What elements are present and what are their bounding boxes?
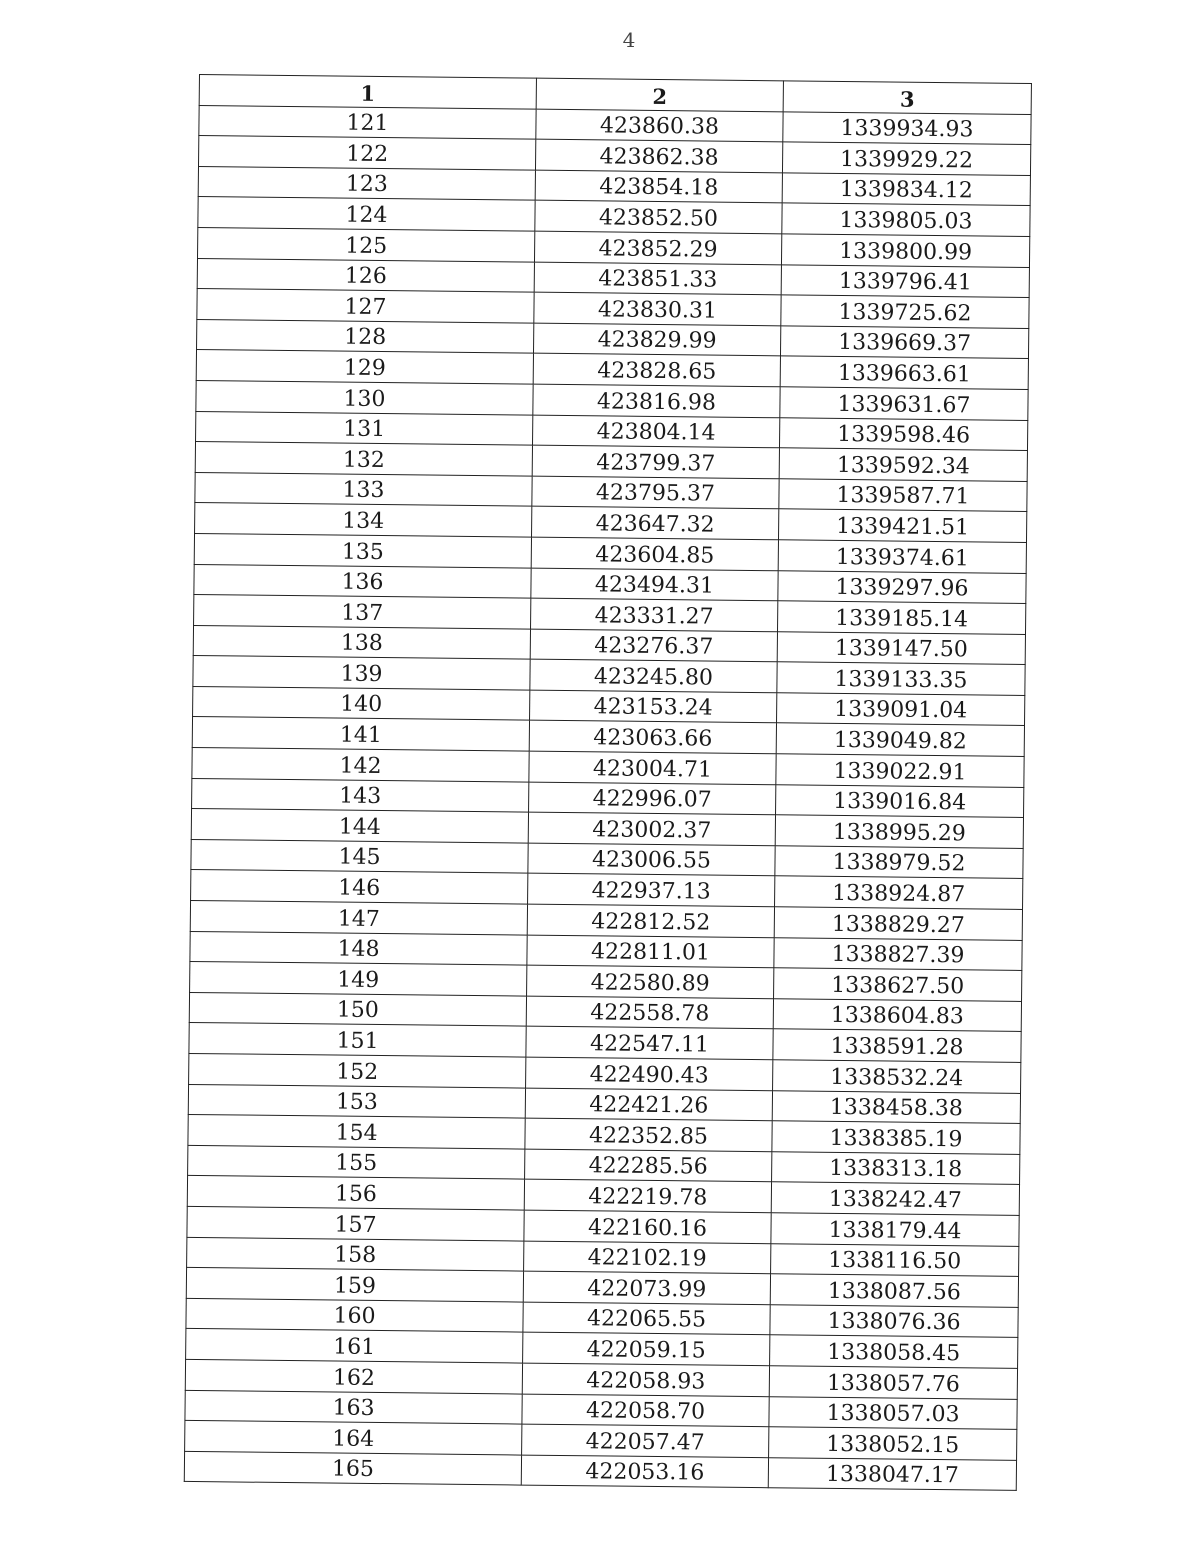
point-number-cell: 156 — [187, 1176, 524, 1210]
point-number-cell: 145 — [191, 839, 528, 873]
x-coordinate-cell: 423006.55 — [528, 843, 775, 876]
point-number-cell: 160 — [186, 1298, 523, 1332]
x-coordinate-cell: 423494.31 — [531, 568, 778, 601]
point-number-cell: 146 — [191, 870, 528, 904]
point-number-cell: 131 — [196, 411, 533, 445]
x-coordinate-cell: 423799.37 — [532, 445, 779, 478]
coordinates-table-container — [184, 74, 1031, 1491]
y-coordinate-cell: 1339147.50 — [777, 631, 1025, 664]
point-number-cell: 152 — [189, 1053, 526, 1087]
column-header-1: 1 — [199, 75, 536, 109]
point-number-cell: 163 — [185, 1390, 522, 1424]
x-coordinate-cell: 422059.15 — [523, 1332, 770, 1365]
point-number-cell: 162 — [185, 1359, 522, 1393]
point-number-cell: 139 — [193, 656, 530, 690]
y-coordinate-cell: 1338979.52 — [775, 846, 1023, 879]
point-number-cell: 128 — [197, 319, 534, 353]
y-coordinate-cell: 1339725.62 — [781, 295, 1029, 328]
x-coordinate-cell: 423153.24 — [530, 690, 777, 723]
point-number-cell: 150 — [189, 992, 526, 1026]
y-coordinate-cell: 1339834.12 — [782, 173, 1030, 206]
x-coordinate-cell: 423604.85 — [531, 537, 778, 570]
x-coordinate-cell: 423276.37 — [530, 629, 777, 662]
y-coordinate-cell: 1338604.83 — [773, 999, 1021, 1032]
x-coordinate-cell: 423830.31 — [534, 292, 781, 325]
y-coordinate-cell: 1339374.61 — [778, 540, 1026, 573]
x-coordinate-cell: 423828.65 — [533, 353, 780, 386]
point-number-cell: 164 — [185, 1421, 522, 1455]
point-number-cell: 125 — [198, 227, 535, 261]
x-coordinate-cell: 422073.99 — [523, 1271, 770, 1304]
y-coordinate-cell: 1339663.61 — [780, 356, 1028, 389]
y-coordinate-cell: 1339587.71 — [779, 479, 1027, 512]
x-coordinate-cell: 422490.43 — [526, 1057, 773, 1090]
x-coordinate-cell: 423063.66 — [529, 721, 776, 754]
x-coordinate-cell: 422937.13 — [528, 874, 775, 907]
y-coordinate-cell: 1339669.37 — [780, 326, 1028, 359]
point-number-cell: 127 — [197, 289, 534, 323]
y-coordinate-cell: 1339049.82 — [776, 723, 1024, 756]
x-coordinate-cell: 423795.37 — [532, 476, 779, 509]
point-number-cell: 140 — [193, 686, 530, 720]
x-coordinate-cell: 423804.14 — [533, 415, 780, 448]
y-coordinate-cell: 1339133.35 — [777, 662, 1025, 695]
table-body — [184, 105, 1031, 1491]
y-coordinate-cell: 1339421.51 — [778, 509, 1026, 542]
point-number-cell: 144 — [191, 809, 528, 843]
y-coordinate-cell: 1339022.91 — [776, 754, 1024, 787]
y-coordinate-cell: 1338385.19 — [772, 1121, 1020, 1154]
y-coordinate-cell: 1338076.36 — [770, 1305, 1018, 1338]
x-coordinate-cell: 422285.56 — [525, 1149, 772, 1182]
y-coordinate-cell: 1339598.46 — [779, 417, 1027, 450]
x-coordinate-cell: 423854.18 — [535, 170, 782, 203]
y-coordinate-cell: 1338057.03 — [769, 1396, 1017, 1429]
x-coordinate-cell: 422421.26 — [525, 1088, 772, 1121]
coordinates-table — [184, 74, 1032, 1491]
y-coordinate-cell: 1339631.67 — [780, 387, 1028, 420]
point-number-cell: 153 — [188, 1084, 525, 1118]
x-coordinate-cell: 422065.55 — [523, 1302, 770, 1335]
x-coordinate-cell: 422058.70 — [522, 1394, 769, 1427]
y-coordinate-cell: 1338532.24 — [773, 1060, 1021, 1093]
point-number-cell: 136 — [194, 564, 531, 598]
x-coordinate-cell: 423851.33 — [534, 262, 781, 295]
x-coordinate-cell: 423852.29 — [534, 231, 781, 264]
y-coordinate-cell: 1339805.03 — [782, 203, 1030, 236]
point-number-cell: 147 — [190, 900, 527, 934]
x-coordinate-cell: 422053.16 — [521, 1455, 768, 1488]
y-coordinate-cell: 1339800.99 — [781, 234, 1029, 267]
x-coordinate-cell: 422580.89 — [527, 965, 774, 998]
point-number-cell: 151 — [189, 1023, 526, 1057]
point-number-cell: 130 — [196, 380, 533, 414]
point-number-cell: 157 — [187, 1206, 524, 1240]
x-coordinate-cell: 423647.32 — [532, 506, 779, 539]
point-number-cell: 124 — [198, 197, 535, 231]
y-coordinate-cell: 1338087.56 — [770, 1274, 1018, 1307]
column-header-3: 3 — [783, 81, 1031, 114]
x-coordinate-cell: 423816.98 — [533, 384, 780, 417]
x-coordinate-cell: 423331.27 — [531, 598, 778, 631]
y-coordinate-cell: 1338179.44 — [771, 1213, 1019, 1246]
y-coordinate-cell: 1338057.76 — [769, 1366, 1017, 1399]
point-number-cell: 142 — [192, 748, 529, 782]
column-header-2: 2 — [536, 78, 783, 111]
x-coordinate-cell: 422558.78 — [526, 996, 773, 1029]
x-coordinate-cell: 422160.16 — [524, 1210, 771, 1243]
y-coordinate-cell: 1338052.15 — [769, 1427, 1017, 1460]
point-number-cell: 126 — [197, 258, 534, 292]
point-number-cell: 137 — [194, 595, 531, 629]
y-coordinate-cell: 1339929.22 — [782, 142, 1030, 175]
y-coordinate-cell: 1338591.28 — [773, 1029, 1021, 1062]
point-number-cell: 165 — [184, 1451, 521, 1485]
point-number-cell: 135 — [194, 533, 531, 567]
point-number-cell: 143 — [192, 778, 529, 812]
y-coordinate-cell: 1338242.47 — [771, 1182, 1019, 1215]
point-number-cell: 149 — [190, 962, 527, 996]
y-coordinate-cell: 1339796.41 — [781, 264, 1029, 297]
y-coordinate-cell: 1338058.45 — [770, 1335, 1018, 1368]
y-coordinate-cell: 1338827.39 — [774, 937, 1022, 970]
y-coordinate-cell: 1338458.38 — [772, 1090, 1020, 1123]
point-number-cell: 133 — [195, 472, 532, 506]
y-coordinate-cell: 1339091.04 — [777, 693, 1025, 726]
y-coordinate-cell: 1339592.34 — [779, 448, 1027, 481]
point-number-cell: 138 — [193, 625, 530, 659]
y-coordinate-cell: 1339297.96 — [778, 570, 1026, 603]
x-coordinate-cell: 423862.38 — [535, 139, 782, 172]
x-coordinate-cell: 422547.11 — [526, 1027, 773, 1060]
point-number-cell: 122 — [199, 136, 536, 170]
x-coordinate-cell: 423002.37 — [528, 812, 775, 845]
x-coordinate-cell: 423004.71 — [529, 751, 776, 784]
y-coordinate-cell: 1338116.50 — [771, 1243, 1019, 1276]
point-number-cell: 134 — [195, 503, 532, 537]
x-coordinate-cell: 422812.52 — [527, 904, 774, 937]
point-number-cell: 123 — [198, 166, 535, 200]
y-coordinate-cell: 1338627.50 — [774, 968, 1022, 1001]
y-coordinate-cell: 1338924.87 — [775, 876, 1023, 909]
y-coordinate-cell: 1339185.14 — [778, 601, 1026, 634]
point-number-cell: 148 — [190, 931, 527, 965]
point-number-cell: 129 — [196, 350, 533, 384]
x-coordinate-cell: 422058.93 — [522, 1363, 769, 1396]
y-coordinate-cell: 1338313.18 — [772, 1152, 1020, 1185]
y-coordinate-cell: 1339934.93 — [783, 111, 1031, 144]
x-coordinate-cell: 423860.38 — [536, 109, 783, 142]
point-number-cell: 155 — [188, 1145, 525, 1179]
y-coordinate-cell: 1338995.29 — [775, 815, 1023, 848]
x-coordinate-cell: 423829.99 — [533, 323, 780, 356]
point-number-cell: 159 — [186, 1268, 523, 1302]
point-number-cell: 161 — [186, 1329, 523, 1363]
point-number-cell: 154 — [188, 1115, 525, 1149]
x-coordinate-cell: 423245.80 — [530, 659, 777, 692]
point-number-cell: 121 — [199, 105, 536, 139]
x-coordinate-cell: 423852.50 — [535, 201, 782, 234]
y-coordinate-cell: 1339016.84 — [776, 784, 1024, 817]
x-coordinate-cell: 422996.07 — [529, 782, 776, 815]
page-number: 4 — [622, 28, 636, 52]
x-coordinate-cell: 422057.47 — [522, 1424, 769, 1457]
y-coordinate-cell: 1338829.27 — [774, 907, 1022, 940]
x-coordinate-cell: 422811.01 — [527, 935, 774, 968]
point-number-cell: 158 — [187, 1237, 524, 1271]
x-coordinate-cell: 422219.78 — [524, 1179, 771, 1212]
y-coordinate-cell: 1338047.17 — [768, 1457, 1016, 1490]
point-number-cell: 141 — [192, 717, 529, 751]
point-number-cell: 132 — [195, 442, 532, 476]
x-coordinate-cell: 422352.85 — [525, 1118, 772, 1151]
x-coordinate-cell: 422102.19 — [524, 1241, 771, 1274]
